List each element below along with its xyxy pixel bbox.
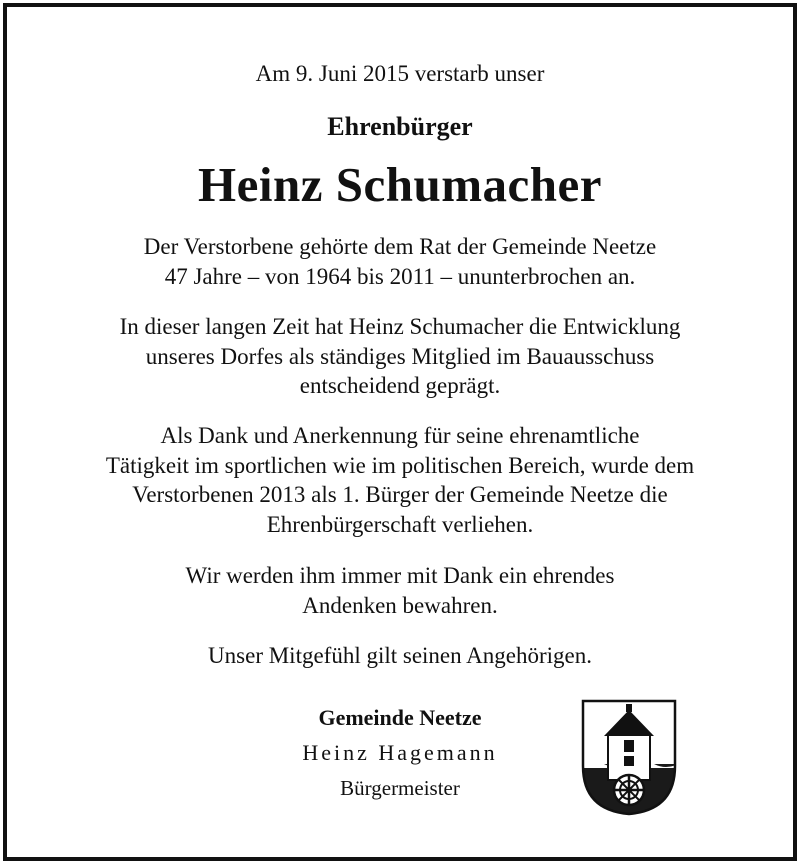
text-line: unseres Dorfes als ständiges Mitglied im Bauausschuss bbox=[145, 343, 655, 369]
text-line: In dieser langen Zeit hat Heinz Schumacher die Entwicklung bbox=[119, 314, 681, 339]
deceased-name: Heinz Schumacher bbox=[197, 157, 603, 212]
text-line: Unser Mitgefühl gilt seinen Angehörigen. bbox=[208, 643, 592, 668]
paragraph-council bbox=[0, 232, 800, 291]
signature-role: Bürgermeister bbox=[340, 776, 460, 800]
signature-person: Heinz Hagemann bbox=[302, 740, 498, 765]
intro-line: Am 9. Juni 2015 verstarb unser bbox=[255, 61, 545, 86]
text-line: Als Dank und Anerkennung für seine ehrenamtliche bbox=[160, 423, 640, 448]
text-line: entscheidend geprägt. bbox=[299, 373, 501, 398]
paragraph-condolence bbox=[0, 641, 800, 671]
text-line: Andenken bewahren. bbox=[302, 592, 498, 618]
text-line: Tätigkeit im sportlichen wie im politischen Bereich, wurde dem bbox=[105, 452, 695, 478]
text-line: Der Verstorbene gehörte dem Rat der Gemeinde Neetze bbox=[143, 234, 657, 259]
text-line: Verstorbenen 2013 als 1. Bürger der Gemeinde Neetze die bbox=[132, 482, 668, 507]
honorary-title: Ehrenbürger bbox=[327, 112, 473, 141]
text-line: 47 Jahre – von 1964 bis 2011 – ununterbrochen an. bbox=[164, 263, 636, 289]
municipal-coat-of-arms-icon bbox=[580, 698, 678, 816]
paragraph-remembrance bbox=[0, 561, 800, 620]
paragraph-honor bbox=[0, 421, 800, 539]
signature-organization: Gemeinde Neetze bbox=[318, 705, 482, 730]
text-line: Wir werden ihm immer mit Dank ein ehrendes bbox=[185, 563, 615, 588]
paragraph-development bbox=[0, 312, 800, 401]
text-line: Ehrenbürgerschaft verliehen. bbox=[266, 511, 534, 537]
